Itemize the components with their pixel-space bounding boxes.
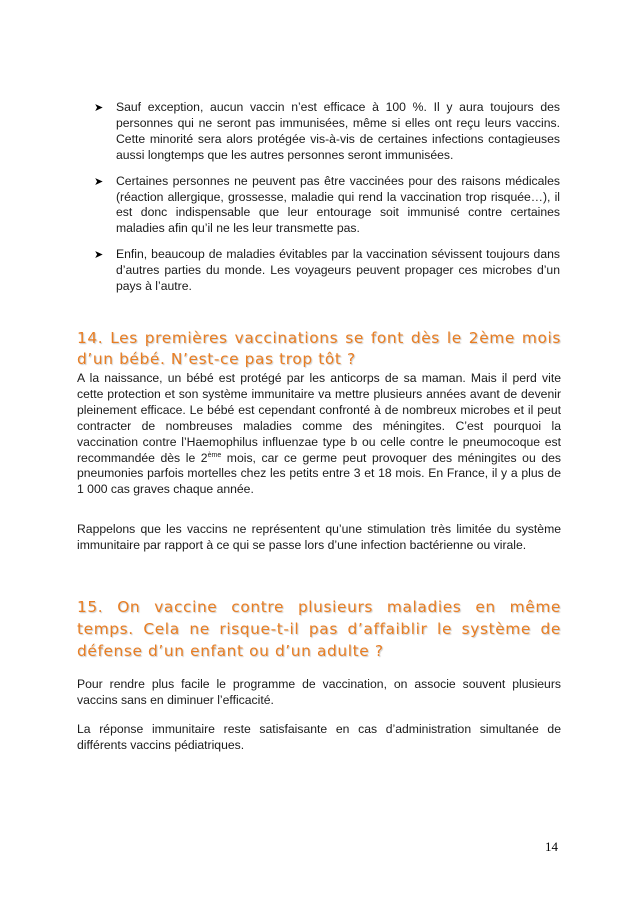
- section-15-heading: 15. On vaccine contre plusieurs maladies en même temps. Cela ne risque-t-il pas d’affaiblir le système de défense d’un enfant ou d’un adulte ?: [77, 598, 561, 660]
- section-14-paragraph-1: [77, 371, 561, 498]
- section-15-paragraph-1: Pour rendre plus facile le programme de vaccination, on associe souvent plusieurs vaccins sans en diminuer l’efficacité.: [77, 677, 561, 707]
- paragraph-text-continued: mois, car ce germe peut provoquer des méningites ou des pneumonies parfois mortelles chez les petits entre 3 et 18 mois. En France, il y a plus de 1 000 cas graves chaque année.: [77, 450, 561, 497]
- section-14-paragraph-2: Rappelons que les vaccins ne représentent qu’une stimulation très limitée du système immunitaire par rapport à ce qui se passe lors d’une infection bactérienne ou virale.: [77, 522, 561, 552]
- bullet-list: [90, 100, 560, 305]
- page-number: 14: [545, 839, 558, 854]
- section-15-paragraph-2: La réponse immunitaire reste satisfaisante en cas d’administration simultanée de différents vaccins pédiatriques.: [77, 722, 561, 752]
- arrow-bullet-icon: ➤: [94, 249, 104, 262]
- bullet-text: Enfin, beaucoup de maladies évitables par la vaccination sévissent toujours dans d’autres parties du monde. Les voyageurs peuvent propager ces microbes d’un pays à l’autre.: [116, 247, 560, 294]
- arrow-bullet-icon: ➤: [94, 102, 104, 114]
- arrow-bullet-icon: ➤: [94, 175, 104, 188]
- bullet-text: Sauf exception, aucun vaccin n’est efficace à 100 %. Il y aura toujours des personnes qui ne seront pas immunisées, même si elles ont reçu leurs vaccins. Cette minorité sera alors protégée vis-à-vis de certaines infections contagieuses aussi longtemps que les autres personnes seront immunisées.: [116, 100, 560, 162]
- list-item: [90, 247, 560, 295]
- bullet-text: Certaines personnes ne peuvent pas être vaccinées pour des raisons médicales (réaction allergique, grossesse, maladie qui rend la vaccination trop risquée…), il est donc indispensable que leur entourage soit immunisé contre certaines maladies afin qu’il ne les leur transmette pas.: [116, 173, 560, 236]
- list-item: [90, 100, 560, 164]
- paragraph-text: A la naissance, un bébé est protégé par les anticorps de sa maman. Mais il perd vite cette protection et son système immunitaire va mettre plusieurs années avant de devenir pleinement efficace. Le bébé est cependant confronté à de nombreux microbes et il peut contracter de nombreuses maladies comme des méningites. C’est pourquoi la vaccination contre l’Haemophilus influenzae type b ou celle contre le pneumocoque est recommandée dès le 2: [77, 371, 561, 465]
- list-item: [90, 174, 560, 238]
- superscript: ème: [207, 451, 222, 459]
- section-14-heading: 14. Les premières vaccinations se font dès le 2ème mois d’un bébé. N’est-ce pas trop tôt ?: [77, 329, 561, 368]
